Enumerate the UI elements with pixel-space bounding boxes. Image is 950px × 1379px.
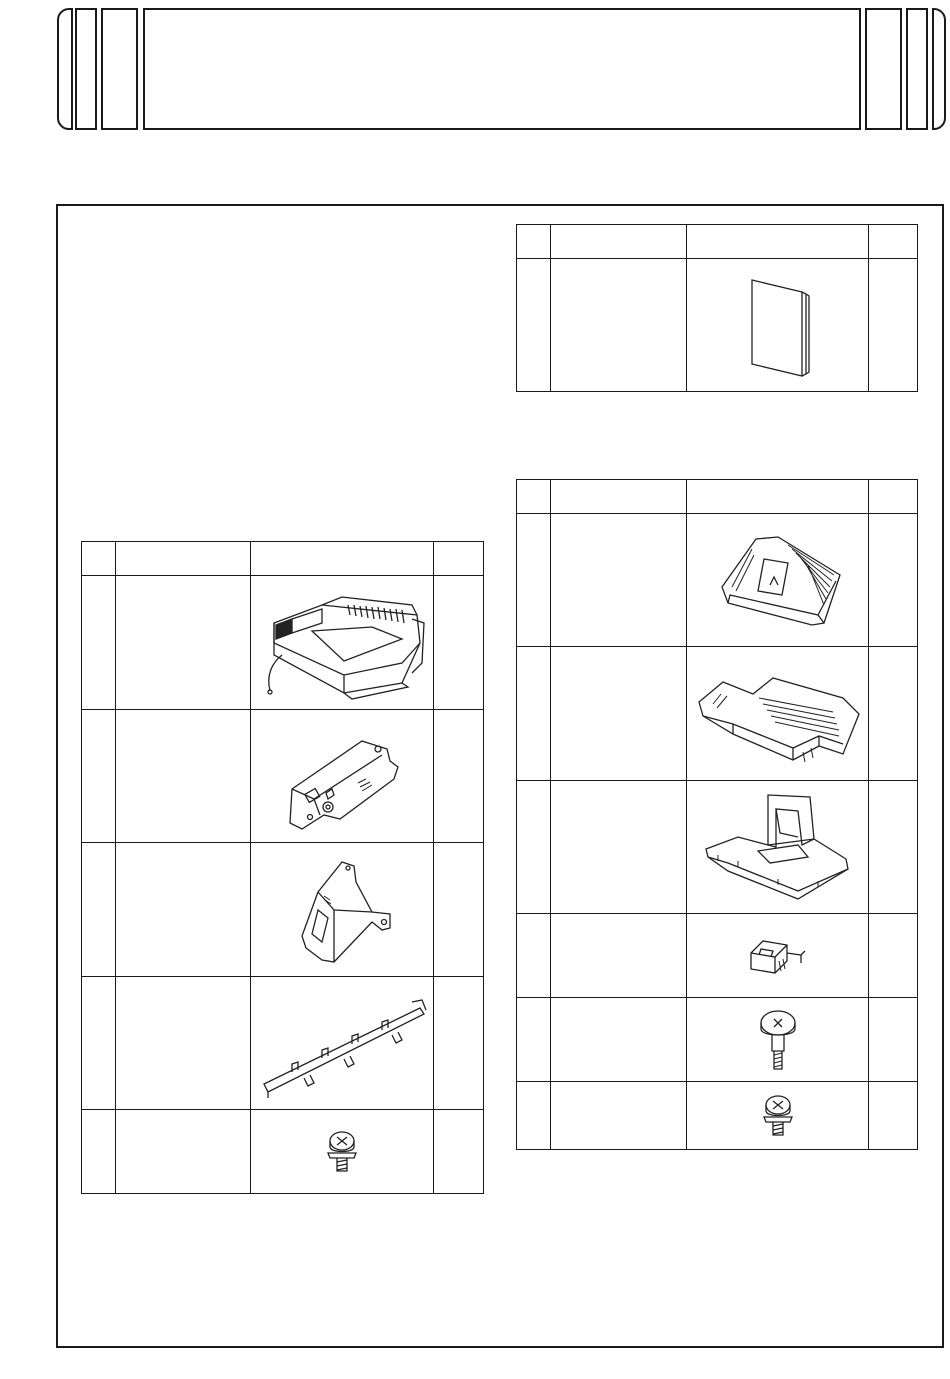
cell-no bbox=[517, 259, 551, 392]
col-header-no bbox=[82, 542, 116, 576]
table-header-row bbox=[517, 225, 918, 259]
header-right-tab-1 bbox=[865, 8, 902, 130]
col-header-name bbox=[116, 542, 251, 576]
header-right-tab-2 bbox=[906, 8, 928, 130]
screw-illustration bbox=[758, 1091, 798, 1141]
cell-name bbox=[116, 1110, 251, 1194]
cell-name bbox=[551, 1082, 687, 1150]
paper-tray-illustration bbox=[693, 664, 863, 764]
col-header-qty bbox=[869, 225, 918, 259]
col-header-qty bbox=[434, 542, 484, 576]
cell-name bbox=[116, 710, 251, 843]
header-left-tab-1 bbox=[75, 8, 97, 130]
cell-qty bbox=[869, 514, 918, 647]
table-row bbox=[517, 781, 918, 914]
cell-qty bbox=[869, 781, 918, 914]
cell-no bbox=[82, 710, 116, 843]
shoulder-screw-illustration bbox=[756, 1007, 800, 1073]
parts-table-right-top bbox=[516, 224, 918, 392]
paper-feed-unit-illustration bbox=[252, 583, 432, 703]
cell-name bbox=[551, 781, 687, 914]
tray-cover-illustration bbox=[708, 525, 848, 635]
table-row bbox=[82, 1110, 484, 1194]
cell-name bbox=[116, 977, 251, 1110]
cell-no bbox=[517, 647, 551, 781]
cell-qty bbox=[869, 998, 918, 1082]
cell-no bbox=[82, 1110, 116, 1194]
col-header-name bbox=[551, 225, 687, 259]
col-header-no bbox=[517, 225, 551, 259]
cell-qty bbox=[434, 576, 484, 710]
table-header-row bbox=[82, 542, 484, 576]
cell-name bbox=[116, 576, 251, 710]
cell-no bbox=[82, 576, 116, 710]
screw-illustration bbox=[322, 1127, 362, 1177]
table-row bbox=[517, 1082, 918, 1150]
clip-illustration bbox=[743, 931, 813, 981]
table-row bbox=[82, 710, 484, 843]
cell-no bbox=[82, 843, 116, 977]
cell-no bbox=[517, 514, 551, 647]
mounting-bracket-illustration bbox=[262, 719, 422, 834]
manual-booklet-illustration bbox=[738, 270, 818, 380]
cell-qty bbox=[869, 1082, 918, 1150]
cell-name bbox=[551, 647, 687, 781]
cell-name bbox=[116, 843, 251, 977]
cell-name bbox=[551, 914, 687, 998]
cell-no bbox=[517, 781, 551, 914]
col-header-figure bbox=[687, 225, 869, 259]
header-right-cap bbox=[932, 8, 946, 130]
cell-qty bbox=[869, 647, 918, 781]
cell-no bbox=[517, 914, 551, 998]
cell-qty bbox=[434, 977, 484, 1110]
cell-qty bbox=[869, 259, 918, 392]
table-row bbox=[82, 977, 484, 1110]
col-header-qty bbox=[869, 480, 918, 514]
cell-qty bbox=[434, 710, 484, 843]
guide-rail-illustration bbox=[252, 988, 432, 1098]
table-row bbox=[517, 647, 918, 781]
table-row bbox=[82, 576, 484, 710]
parts-table-right-bottom bbox=[516, 479, 918, 1150]
cell-no bbox=[82, 977, 116, 1110]
table-row bbox=[517, 259, 918, 392]
table-header-row bbox=[517, 480, 918, 514]
cell-name bbox=[551, 998, 687, 1082]
col-header-figure bbox=[687, 480, 869, 514]
col-header-no bbox=[517, 480, 551, 514]
header-title-box bbox=[143, 8, 861, 130]
cell-no bbox=[517, 998, 551, 1082]
cell-no bbox=[517, 1082, 551, 1150]
col-header-figure bbox=[251, 542, 434, 576]
cell-name bbox=[551, 514, 687, 647]
cell-qty bbox=[434, 1110, 484, 1194]
table-row bbox=[517, 998, 918, 1082]
cell-qty bbox=[869, 914, 918, 998]
paper-stopper-illustration bbox=[698, 787, 858, 907]
header-left-tab-2 bbox=[101, 8, 138, 130]
header-left-cap bbox=[57, 8, 73, 130]
table-row bbox=[517, 514, 918, 647]
parts-table-left bbox=[81, 541, 484, 1194]
col-header-name bbox=[551, 480, 687, 514]
cell-name bbox=[551, 259, 687, 392]
angle-bracket-illustration bbox=[272, 852, 412, 967]
table-row bbox=[517, 914, 918, 998]
cell-qty bbox=[434, 843, 484, 977]
table-row bbox=[82, 843, 484, 977]
